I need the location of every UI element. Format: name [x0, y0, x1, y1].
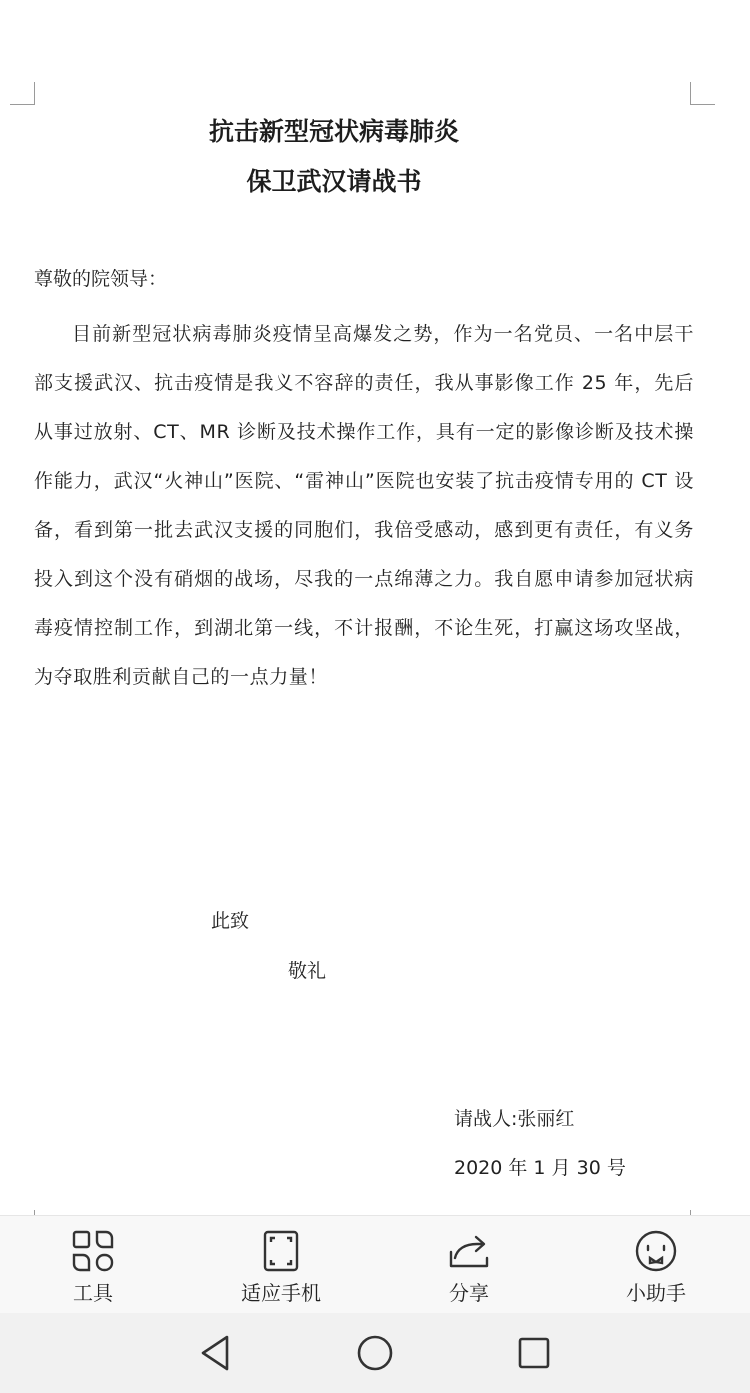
document-title-line-1: 抗击新型冠状病毒肺炎 [208, 117, 459, 146]
home-button[interactable] [353, 1331, 397, 1375]
bottom-toolbar [0, 1215, 750, 1314]
page-corner-top-right [690, 82, 715, 105]
salutation: 尊敬的院领导： [34, 268, 168, 290]
fit-screen-icon [258, 1228, 304, 1274]
tools-button[interactable] [18, 1216, 168, 1314]
recents-square-icon [512, 1331, 556, 1375]
document-title-line-2: 保卫武汉请战书 [246, 167, 422, 196]
signer-name: 请战人:张丽红 [454, 1108, 575, 1130]
home-circle-icon [353, 1331, 397, 1375]
letter-body [34, 310, 694, 702]
assistant-button[interactable] [581, 1216, 731, 1314]
recents-button[interactable] [512, 1331, 556, 1375]
page-corner-top-left [10, 82, 35, 105]
closing-jing-li: 敬礼 [288, 960, 327, 982]
share-icon [446, 1228, 492, 1274]
fit-phone-label: 适应手机 [241, 1281, 321, 1305]
share-label: 分享 [449, 1281, 489, 1305]
assistant-label: 小助手 [626, 1281, 686, 1305]
back-button[interactable] [193, 1331, 237, 1375]
closing-ci-zhi: 此致 [211, 910, 250, 932]
tools-label: 工具 [73, 1281, 113, 1305]
letter-date: 2020 年 1 月 30 号 [454, 1157, 626, 1179]
share-button[interactable] [394, 1216, 544, 1314]
tools-grid-icon [70, 1228, 116, 1274]
assistant-icon [633, 1228, 679, 1274]
back-triangle-icon [193, 1331, 237, 1375]
letter-body-paragraph: 目前新型冠状病毒肺炎疫情呈高爆发之势，作为一名党员、一名中层干部支援武汉、抗击疫情是我义不容辞的责任，我从事影像工作 25 年，先后从事过放射、CT、MR 诊断及技术操作工作，具有一定的影像诊断及技术操作能力，武汉“火神山”医院、“雷神山”医院也安装了抗击疫情专用的 CT 设备，看到第一批去武汉支援的同胞们，我倍受感动，感到更有责任，有义务投入到这个没有硝烟的战场，尽我的一点绵薄之力。我自愿申请参加冠状病毒疫情控制工作，到湖北第一线，不计报酬，不论生死，打赢这场攻坚战，为夺取胜利贡献自己的一点力量！ [34, 323, 694, 688]
system-navigation-bar [0, 1313, 750, 1393]
fit-phone-button[interactable] [206, 1216, 356, 1314]
